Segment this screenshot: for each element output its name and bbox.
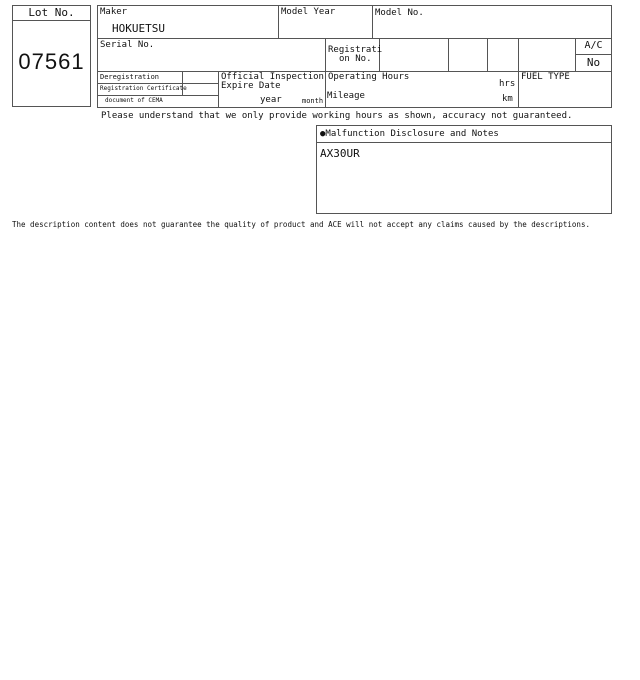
mileage-unit: km <box>502 94 513 104</box>
lot-label: Lot No. <box>28 6 75 19</box>
inspection-label-line1: Official Inspection <box>221 72 324 82</box>
fuel-type-label: FUEL TYPE <box>521 72 570 82</box>
cema-document-label: document of CEMA <box>105 97 163 104</box>
inspection-year-unit: year <box>260 95 282 105</box>
maker-label: Maker <box>100 7 128 17</box>
ac-value: No <box>586 56 601 69</box>
inspection-month-unit: month <box>302 97 324 105</box>
operating-hours-label: Operating Hours <box>328 72 410 82</box>
mileage-label: Mileage <box>327 91 365 101</box>
model-no-label: Model No. <box>375 8 424 18</box>
inspection-label-line2: Expire Date <box>221 81 281 91</box>
hours-notice: Please understand that we only provide working hours as shown, accuracy not guaranteed. <box>101 111 573 121</box>
deregistration-label: Deregistration <box>100 73 160 81</box>
malfunction-notes: AX30UR <box>320 147 360 160</box>
malfunction-label: ●Malfunction Disclosure and Notes <box>320 129 499 139</box>
disclaimer: The description content does not guarantee the quality of product and ACE will not accept any claims caused by the descriptions. <box>12 220 590 229</box>
registration-label-line1: Registrati <box>328 45 383 55</box>
model-year-label: Model Year <box>281 7 336 17</box>
registration-label-line2: on No. <box>339 54 372 64</box>
operating-hours-unit: hrs <box>499 79 516 89</box>
maker-value: HOKUETSU <box>112 22 165 35</box>
lot-number: 07561 <box>18 49 85 74</box>
registration-certificate-label: Registration Certificate <box>100 85 187 92</box>
serial-no-label: Serial No. <box>100 40 155 50</box>
ac-label: A/C <box>584 40 603 51</box>
